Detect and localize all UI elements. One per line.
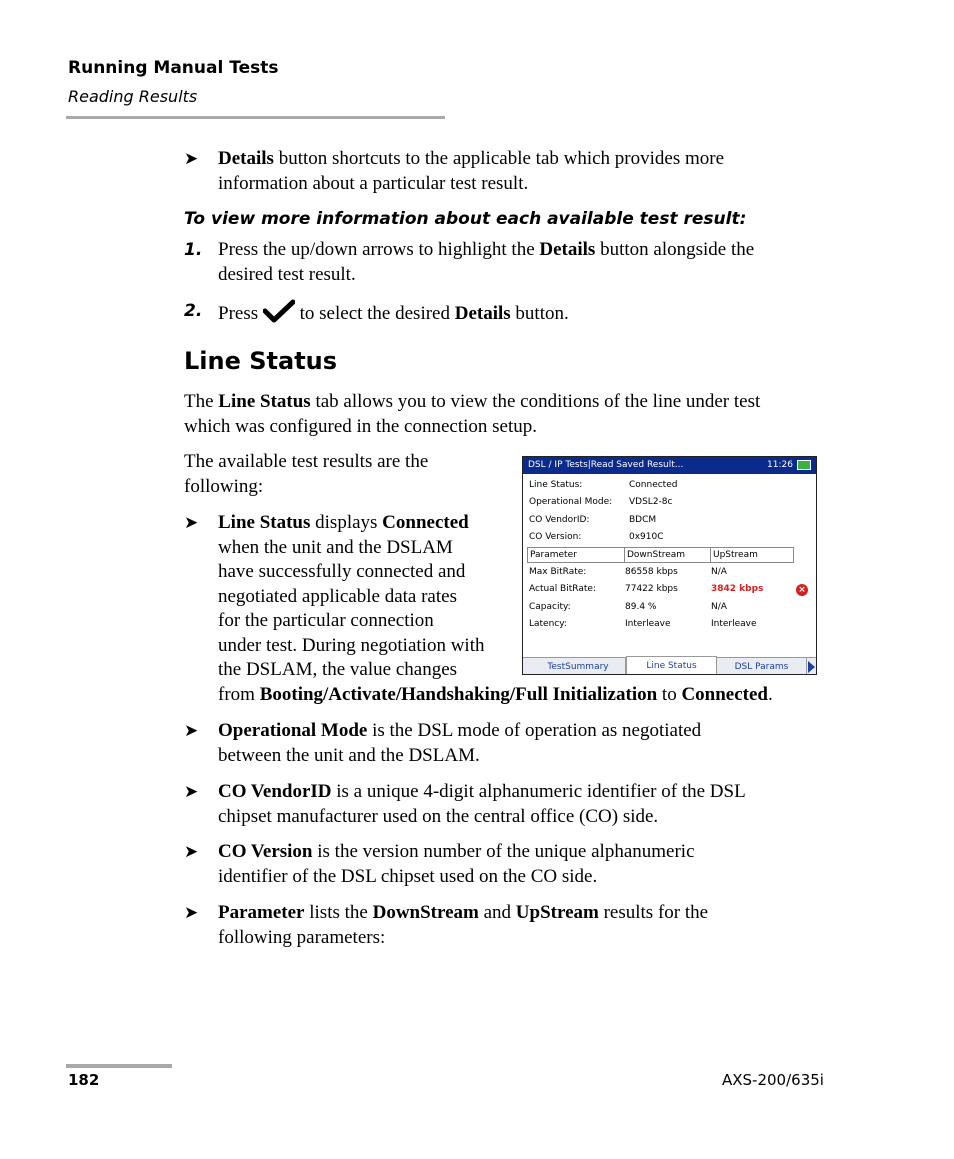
section-intro: The Line Status tab allows you to view the conditions of the line under test which was configured in the connection setup. xyxy=(184,391,761,437)
bullet-arrow-icon: ➤ xyxy=(184,903,199,922)
footer-rule xyxy=(66,1064,172,1068)
row-label: Latency: xyxy=(529,619,567,629)
info-value: VDSL2-8c xyxy=(629,497,673,507)
info-label: Operational Mode: xyxy=(529,497,613,507)
row-downstream: Interleave xyxy=(625,619,671,629)
row-upstream: N/A xyxy=(711,567,727,577)
checkmark-icon xyxy=(263,299,295,323)
tab-line-status[interactable]: Line Status xyxy=(626,656,717,675)
tab-scroll-right-icon[interactable] xyxy=(808,661,815,673)
row-label: Capacity: xyxy=(529,602,571,612)
chapter-title: Running Manual Tests xyxy=(68,58,279,78)
parameter-bullet: Parameter lists the DownStream and UpStream results for the following parameters: xyxy=(218,902,709,948)
procedure-heading: To view more information about each available test result: xyxy=(184,209,747,229)
error-icon: × xyxy=(796,584,808,596)
info-label: CO VendorID: xyxy=(529,515,590,525)
column-header: DownStream xyxy=(625,548,711,562)
section-heading: Line Status xyxy=(184,347,338,375)
row-upstream: Interleave xyxy=(711,619,757,629)
available-results-text: The available test results are the following: xyxy=(184,451,429,497)
device-clock: 11:26 xyxy=(767,460,793,470)
section-subtitle: Reading Results xyxy=(68,87,198,106)
line-status-bullet: Line Status displays Connected when the unit and the DSLAM have successfully connected and negotiated applicable data rates for the particular connection under test. During negotiation with the DSLAM, the value changes from Booting/Activate/Handshaking/Full Initialization to Connected. xyxy=(218,512,773,705)
row-downstream: 77422 kbps xyxy=(625,584,678,594)
row-label: Actual BitRate: xyxy=(529,584,596,594)
tab-dsl-params[interactable]: DSL Params xyxy=(717,658,807,675)
info-value: Connected xyxy=(629,480,678,490)
step-number: 2. xyxy=(184,301,203,321)
bullet-arrow-icon: ➤ xyxy=(184,721,199,740)
product-name: AXS-200/635i xyxy=(722,1071,824,1089)
column-header: Parameter xyxy=(528,548,625,562)
row-upstream: N/A xyxy=(711,602,727,612)
info-value: BDCM xyxy=(629,515,657,525)
info-label: Line Status: xyxy=(529,480,583,490)
device-title: DSL / IP Tests|Read Saved Result... xyxy=(528,460,684,470)
info-label: CO Version: xyxy=(529,532,582,542)
row-downstream: 89.4 % xyxy=(625,602,657,612)
bullet-arrow-icon: ➤ xyxy=(184,782,199,801)
row-label: Max BitRate: xyxy=(529,567,587,577)
bullet-arrow-icon: ➤ xyxy=(184,842,199,861)
step-1-text: Press the up/down arrows to highlight the Details button alongside the desired test result. xyxy=(218,239,755,285)
battery-icon xyxy=(797,460,811,470)
step-2-text: Press to select the desired Details button. xyxy=(218,299,838,327)
co-vendorid-bullet: CO VendorID is a unique 4-digit alphanumeric identifier of the DSL chipset manufacturer used on the central office (CO) side. xyxy=(218,781,746,827)
column-header: UpStream xyxy=(713,550,758,560)
device-tab-bar xyxy=(523,657,816,675)
bullet-arrow-icon: ➤ xyxy=(184,149,199,168)
details-bullet: Details button shortcuts to the applicable tab which provides more information about a particular test result. xyxy=(218,148,725,194)
operational-mode-bullet: Operational Mode is the DSL mode of operation as negotiated between the unit and the DSLAM. xyxy=(218,720,702,766)
results-table-header xyxy=(527,547,794,563)
step-number: 1. xyxy=(184,240,203,260)
device-title-bar xyxy=(523,457,816,474)
device-screenshot xyxy=(522,456,817,675)
row-downstream: 86558 kbps xyxy=(625,567,678,577)
co-version-bullet: CO Version is the version number of the unique alphanumeric identifier of the DSL chipset used on the CO side. xyxy=(218,841,695,887)
bullet-arrow-icon: ➤ xyxy=(184,513,199,532)
row-upstream-error: 3842 kbps xyxy=(711,584,764,594)
tab-test-summary[interactable]: TestSummary xyxy=(531,658,626,675)
info-value: 0x910C xyxy=(629,532,664,542)
details-term: Details xyxy=(218,148,274,169)
page-number: 182 xyxy=(68,1071,100,1089)
header-rule xyxy=(66,116,445,119)
